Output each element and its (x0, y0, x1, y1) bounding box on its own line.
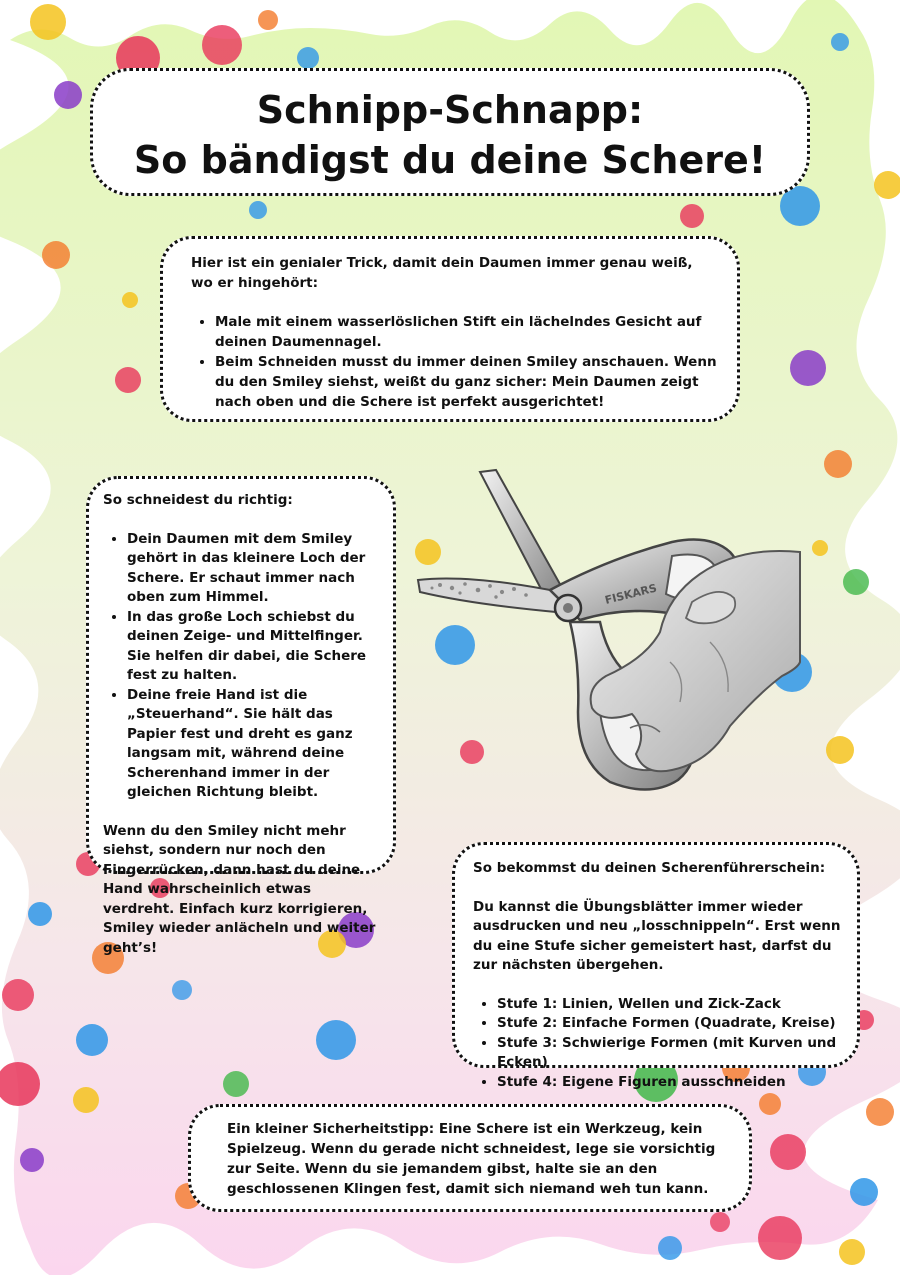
safety-box (188, 1104, 752, 1212)
list-item: • Stufe 3: Schwierige Formen (mit Kurven und Ecken) (497, 1034, 849, 1073)
page-title (93, 71, 807, 185)
list-item: • Male mit einem wasserlöslichen Stift ein lächelndes Gesicht auf deinen Daumennagel. (215, 312, 717, 352)
list-item: • Stufe 1: Linien, Wellen und Zick-Zack (497, 995, 849, 1015)
license-box (452, 842, 860, 1090)
svg-text:FISKARS: FISKARS (603, 581, 659, 607)
title-box (90, 68, 810, 196)
list-item: • Beim Schneiden musst du immer deinen Smiley anschauen. Wenn du den Smiley siehst, weißt du ganz sicher: Mein Daumen zeigt nach oben und die Schere ist perfekt ausgerichtet! (215, 352, 717, 412)
title-line-2: So bändigst du deine Schere! (133, 138, 767, 182)
license-list (473, 995, 849, 1093)
license-heading: So bekommst du deinen Scherenführerschein: (473, 860, 826, 876)
list-item: • Dein Daumen mit dem Smiley gehört in das kleinere Loch der Schere. Er schaut immer nach oben zum Himmel. (127, 530, 383, 608)
howto-outro: Wenn du den Smiley nicht mehr siehst, sondern nur noch den Fingerrücken, dann hast du deine Hand wahrscheinlich etwas verdreht. Einfach kurz korrigieren, Smiley wieder anlächeln und weiter geht’s! (103, 822, 376, 956)
trick-intro: Hier ist ein genialer Trick, damit dein Daumen immer genau weiß, wo er hingehört: (191, 255, 693, 291)
safety-text: Ein kleiner Sicherheitstipp: Eine Schere ist ein Werkzeug, kein Spielzeug. Wenn du gerade nicht schneidest, lege sie vorsichtig zur Seite. Wenn du sie jemandem gibst, halte sie an den geschlossenen Klingen fest, damit sich niemand weh tun kann. (227, 1121, 716, 1197)
list-item: • Deine freie Hand ist die „Steuerhand“. Sie hält das Papier fest und dreht es ganz langsam mit, während deine Scherenhand immer in der gleichen Richtung bleibt. (127, 686, 383, 803)
howto-heading: So schneidest du richtig: (103, 492, 293, 508)
howto-box (86, 476, 396, 956)
title-line-1: Schnipp-Schnapp: (256, 88, 644, 132)
howto-list (103, 530, 383, 803)
scissors-in-hand-illustration (410, 462, 810, 812)
trick-list (191, 312, 717, 412)
trick-box (160, 236, 740, 422)
list-item: • Stufe 4: Eigene Figuren ausschneiden (497, 1073, 849, 1093)
list-item: • In das große Loch schiebst du deinen Zeige- und Mittelfinger. Sie helfen dir dabei, die Schere fest zu halten. (127, 608, 383, 686)
license-text: Du kannst die Übungsblätter immer wieder ausdrucken und neu „losschnippeln“. Erst wenn du eine Stufe sicher gemeistert hast, darfst du zur nächsten übergehen. (473, 898, 841, 973)
list-item: • Stufe 2: Einfache Formen (Quadrate, Kreise) (497, 1014, 849, 1034)
